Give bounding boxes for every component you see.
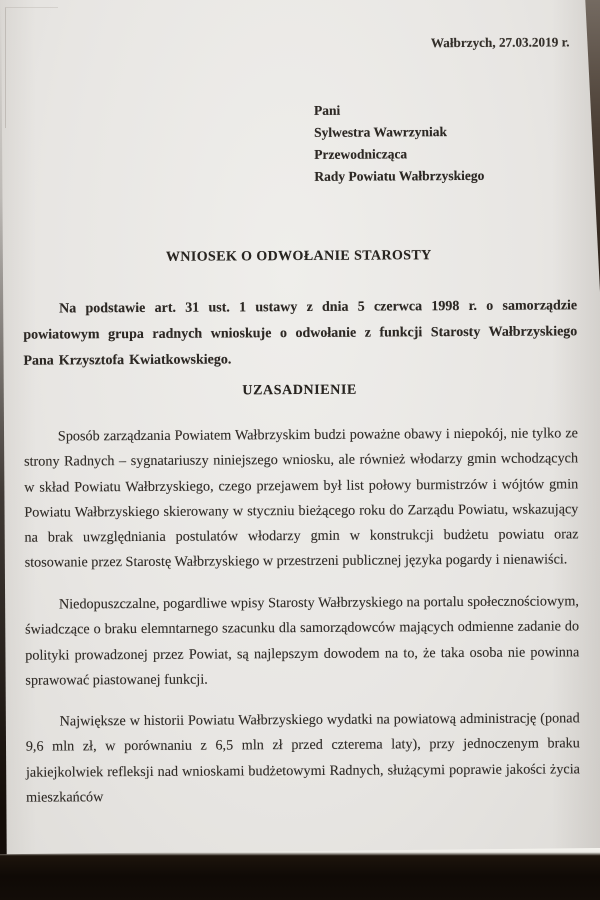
section-heading: UZASADNIENIE <box>242 382 357 399</box>
addressee-name: Sylwestra Wawrzyniak <box>314 124 447 140</box>
addressee-salutation: Pani <box>313 102 341 118</box>
addressee-block <box>314 99 485 188</box>
addressee-role: Przewodnicząca <box>314 146 408 162</box>
addressee-institution: Rady Powiatu Wałbrzyskiego <box>314 167 485 184</box>
intro-paragraph: Na podstawie art. 31 ust. 1 ustawy z dnia 5 czerwca 1998 r. o samorządzie powiatowym grupa radnych wnioskuje o odwołanie z funkcji Starosty Wałbrzyskiego Pana Krzysztofa Kwiatkowskiego. <box>23 298 578 369</box>
photo-background-bottom-edge <box>0 848 600 900</box>
document-title: WNIOSEK O ODWOŁANIE STAROSTY <box>165 248 432 265</box>
body-paragraph-3: Największe w historii Powiatu Wałbrzyskiego wydatki na powiatową administrację (ponad 9,6 mln zł, w porównaniu z 6,5 mln zł przed czterema laty), przy jednoczenym braku jakiejkolwiek refleksji nad wnioskami budżetowymi Radnych, służącymi poprawie jakości życia mieszkańców <box>25 710 581 806</box>
date-line: Wałbrzych, 27.03.2019 r. <box>430 34 570 51</box>
body-paragraph-2: Niedopuszczalne, pogardliwe wpisy Starosty Wałbrzyskiego na portalu społecznościowym, świadczące o braku elemntarnego szacunku dla samorządowców mających odmienne zadanie do polityki prowadzonej przez Powiat, są najlepszym dowodem na to, że taka osoba nie powinna sprawować piastowanej funkcji. <box>25 593 580 689</box>
body-paragraph-1: Sposób zarządzania Powiatem Wałbrzyskim budzi poważne obawy i niepokój, nie tylko ze strony Radnych – sygnatariuszy niniejszego wniosku, ale również włodarzy gmin wchodzących w skład Powiatu Wałbrzyskiego, czego przejawem był list połowy burmistrzów i wójtów gmin Powiatu Wałbrzyskiego skierowany w styczniu bieżącego roku do Zarządu Powiatu, wskazujący na brak uwzględniania postulatów włodarzy gmin w konstrukcji budżetu powiatu oraz stosowanie przez Starostę Wałbrzyskiego w przestrzeni publicznej języka pogardy i nienawiści. <box>24 425 579 572</box>
